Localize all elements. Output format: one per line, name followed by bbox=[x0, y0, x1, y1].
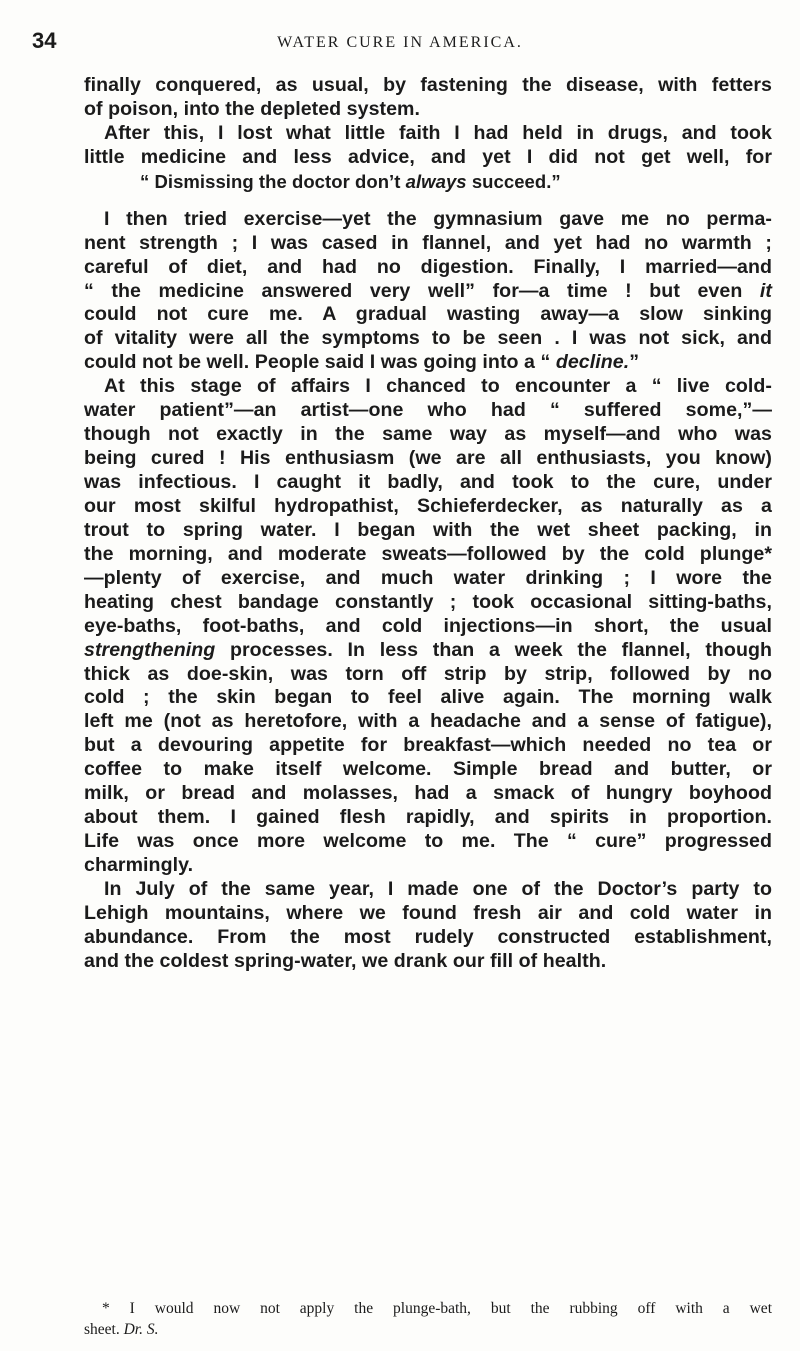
quotation: “ Dismissing the doctor don’t always succeed.” bbox=[140, 170, 561, 192]
emphasis: decline. bbox=[555, 351, 630, 374]
text-line: was infectious. I caught it badly, and took to the cure, under bbox=[84, 471, 772, 493]
text-line: heating chest bandage constantly ; took occasional sitting-baths, bbox=[84, 590, 772, 613]
text-line: I then tried exercise—yet the gymnasium gave me no perma- bbox=[104, 207, 772, 230]
page-number: 34 bbox=[32, 28, 57, 53]
text-line: the morning, and moderate sweats—followed by the cold plunge* bbox=[84, 542, 772, 565]
text-line: our most skilful hydropathist, Schieferdecker, as naturally as a bbox=[84, 494, 772, 517]
text-line: strengthening processes. In less than a week the flannel, though bbox=[84, 638, 772, 661]
text-line: being cured ! His enthusiasm (we are all enthusiasts, you know) bbox=[84, 447, 772, 470]
body-text bbox=[84, 74, 772, 974]
text-line: nent strength ; I was cased in flannel, and yet had no warmth ; bbox=[84, 231, 772, 254]
text-line: finally conquered, as usual, by fastening the disease, with fetters bbox=[84, 74, 772, 96]
text-line: careful of diet, and had no digestion. Finally, I married—and bbox=[84, 255, 772, 278]
text-line: and the coldest spring-water, we drank our fill of health. bbox=[84, 949, 607, 972]
text-line: little medicine and less advice, and yet I did not get well, for bbox=[84, 145, 772, 168]
text-line: eye-baths, foot-baths, and cold injections—in short, the usual bbox=[84, 614, 772, 637]
emphasis: always bbox=[405, 170, 467, 192]
text-line: Life was once more welcome to me. The “ cure” progressed bbox=[84, 830, 772, 853]
text-line: about them. I gained flesh rapidly, and spirits in proportion. bbox=[84, 806, 772, 829]
text-line: After this, I lost what little faith I had held in drugs, and took bbox=[104, 121, 772, 144]
text-line: thick as doe-skin, was torn off strip by strip, followed by no bbox=[84, 662, 772, 685]
text-line: cold ; the skin began to feel alive again. The morning walk bbox=[84, 686, 772, 709]
text-line: charmingly. bbox=[84, 854, 194, 876]
text-line: —plenty of exercise, and much water drinking ; I wore the bbox=[84, 566, 772, 589]
text-line: could not be well. People said I was going into a “ decline.” bbox=[84, 351, 640, 374]
emphasis: it bbox=[759, 279, 772, 302]
page-header bbox=[30, 28, 770, 58]
emphasis: strengthening bbox=[84, 638, 216, 661]
text-line: coffee to make itself welcome. Simple bread and butter, or bbox=[84, 758, 772, 781]
footnote-line: sheet. Dr. S. bbox=[84, 1321, 159, 1338]
text-line: of poison, into the depleted system. bbox=[84, 97, 421, 120]
text-line: water patient”—an artist—one who had “ suffered some,”— bbox=[84, 399, 772, 422]
text-line: At this stage of affairs I chanced to encounter a “ live cold- bbox=[104, 375, 772, 398]
text-line: trout to spring water. I began with the wet sheet packing, in bbox=[84, 518, 772, 541]
text-line: In July of the same year, I made one of the Doctor’s party to bbox=[104, 877, 772, 900]
footnote bbox=[84, 1298, 772, 1340]
running-title: WATER CURE IN AMERICA. bbox=[277, 34, 523, 51]
text-line: of vitality were all the symptoms to be seen . I was not sick, and bbox=[84, 327, 772, 350]
text-line: but a devouring appetite for breakfast—which needed no tea or bbox=[84, 734, 772, 757]
text-line: milk, or bread and molasses, had a smack of hungry boyhood bbox=[84, 782, 772, 805]
text-line: could not cure me. A gradual wasting away—a slow sinking bbox=[84, 303, 772, 326]
text-line: “ the medicine answered very well” for—a time ! but even it bbox=[84, 279, 772, 302]
text-line: left me (not as heretofore, with a headache and a sense of fatigue), bbox=[84, 710, 772, 733]
footnote-line: * I would now not apply the plunge-bath, but the rubbing off with a wet bbox=[102, 1300, 772, 1317]
text-line: abundance. From the most rudely constructed establishment, bbox=[84, 925, 772, 948]
footnote-signature: Dr. S. bbox=[123, 1321, 159, 1338]
text-line: Lehigh mountains, where we found fresh air and cold water in bbox=[84, 901, 772, 924]
text-line: though not exactly in the same way as myself—and who was bbox=[84, 423, 772, 446]
